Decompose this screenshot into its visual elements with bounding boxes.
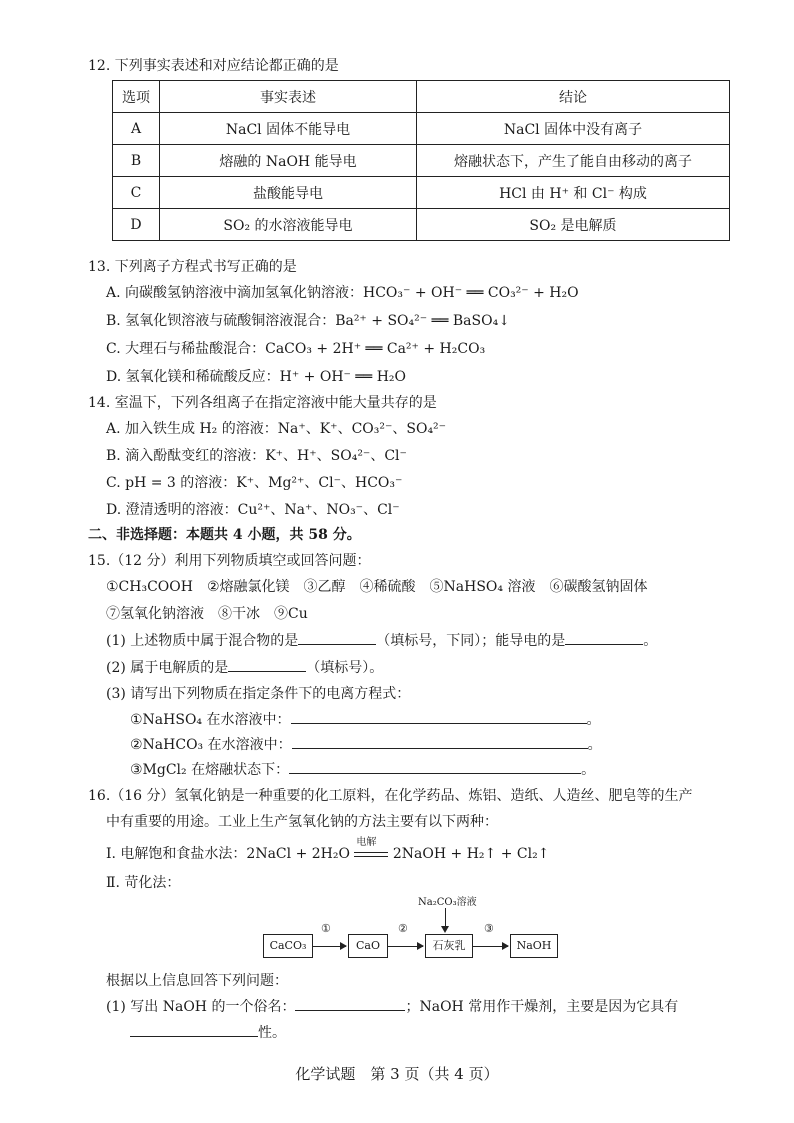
answer-blank[interactable] — [292, 734, 588, 749]
step-3-label: ③ — [484, 922, 494, 935]
table-row — [113, 177, 730, 209]
q16-part-1 — [106, 996, 678, 1016]
q15-part-2-text: (2) 属于电解质的是 — [106, 660, 229, 676]
q15-part-2 — [106, 657, 383, 677]
q15-item-1-end: 。 — [586, 712, 601, 728]
flow-box-cao: CaO — [348, 934, 388, 958]
q16-part-1-end: 性。 — [258, 1025, 286, 1041]
flow-arrow-1 — [312, 946, 346, 947]
table-cell: NaCl 固体中没有离子 — [417, 113, 730, 145]
answer-blank[interactable] — [291, 709, 587, 724]
q15-item-1-text: ①NaHSO₄ 在水溶液中： — [130, 712, 291, 728]
q13-stem: 13. 下列离子方程式书写正确的是 — [88, 259, 297, 275]
q12-stem: 12. 下列事实表述和对应结论都正确的是 — [88, 58, 339, 74]
flow-arrow-2 — [387, 946, 423, 947]
table-cell: SO₂ 是电解质 — [417, 209, 730, 241]
reagent-label: Na₂CO₃溶液 — [418, 897, 477, 908]
table-row — [113, 113, 730, 145]
flow-box-naoh: NaOH — [510, 934, 558, 958]
q15-item-2-text: ②NaHCO₃ 在水溶液中： — [130, 737, 292, 753]
table-cell: SO₂ 的水溶液能导电 — [160, 209, 417, 241]
flow-box-lime-milk: 石灰乳 — [425, 934, 473, 958]
q16-stem-line-2: 中有重要的用途。工业上生产氢氧化钠的方法主要有以下两种： — [106, 814, 498, 830]
q15-item-2 — [130, 734, 602, 754]
table-cell: 熔融状态下，产生了能自由移动的离子 — [417, 145, 730, 177]
q14-stem: 14. 室温下，下列各组离子在指定溶液中能大量共存的是 — [88, 395, 437, 411]
reagent-arrowhead — [441, 926, 449, 933]
q15-part-1 — [106, 630, 657, 650]
double-line — [354, 852, 388, 857]
step-1-label: ① — [321, 922, 331, 935]
q14-option-b: B. 滴入酚酞变红的溶液：K⁺、H⁺、SO₄²⁻、Cl⁻ — [106, 448, 407, 464]
table-cell: 熔融的 NaOH 能导电 — [160, 145, 417, 177]
q16-stem-line-1: 16.（16 分）氢氧化钠是一种重要的化工原料，在化学药品、炼铝、造纸、人造丝、肥皂等的生产 — [88, 788, 693, 804]
q15-item-3 — [130, 759, 595, 779]
q15-item-2-end: 。 — [587, 737, 602, 753]
electrolysis-equals — [354, 837, 388, 862]
answer-blank[interactable] — [130, 1022, 258, 1037]
table-cell: 盐酸能导电 — [160, 177, 417, 209]
q15-part-2-text-2: （填标号）。 — [306, 660, 384, 676]
q15-item-3-end: 。 — [581, 762, 596, 778]
table-row — [113, 145, 730, 177]
table-cell: B — [113, 145, 160, 177]
answer-blank[interactable] — [565, 630, 643, 645]
q15-part-1-end: 。 — [643, 633, 658, 649]
q13-option-d: D. 氢氧化镁和稀硫酸反应：H⁺ + OH⁻ ══ H₂O — [106, 369, 406, 385]
q15-substance-list-1: ①CH₃COOH ②熔融氯化镁 ③乙醇 ④稀硫酸 ⑤NaHSO₄ 溶液 ⑥碳酸氢钠固体 — [106, 579, 648, 595]
q15-part-3: (3) 请写出下列物质在指定条件下的电离方程式： — [106, 686, 411, 702]
table-header-fact: 事实表述 — [160, 81, 417, 113]
answer-blank[interactable] — [289, 759, 581, 774]
q16-method-2: Ⅱ. 苛化法： — [106, 875, 181, 891]
table-cell: HCl 由 H⁺ 和 Cl⁻ 构成 — [417, 177, 730, 209]
q16-part-1-text-2: ；NaOH 常用作干燥剂，主要是因为它具有 — [405, 999, 679, 1015]
q15-part-1-text-2: （填标号，下同）；能导电的是 — [376, 633, 566, 649]
table-cell: D — [113, 209, 160, 241]
q13-option-a: A. 向碳酸氢钠溶液中滴加氢氧化钠溶液：HCO₃⁻ + OH⁻ ══ CO₃²⁻ + H₂O — [106, 285, 579, 301]
q15-part-1-text: (1) 上述物质中属于混合物的是 — [106, 633, 299, 649]
table-header-option: 选项 — [113, 81, 160, 113]
q14-option-d: D. 澄清透明的溶液：Cu²⁺、Na⁺、NO₃⁻、Cl⁻ — [106, 502, 400, 518]
table-cell: NaCl 固体不能导电 — [160, 113, 417, 145]
q16-method-1-left: Ⅰ. 电解饱和食盐水法：2NaCl + 2H₂O — [106, 846, 355, 862]
q16-part-1-line-2 — [130, 1022, 286, 1042]
q15-item-1 — [130, 709, 601, 729]
q14-option-a: A. 加入铁生成 H₂ 的溶液：Na⁺、K⁺、CO₃²⁻、SO₄²⁻ — [106, 421, 447, 437]
step-2-label: ② — [398, 922, 408, 935]
table-header-conclusion: 结论 — [417, 81, 730, 113]
electrolysis-condition: 电解 — [356, 837, 377, 848]
table-row — [113, 209, 730, 241]
answer-blank[interactable] — [298, 630, 376, 645]
q15-substance-list-2: ⑦氢氧化钠溶液 ⑧干冰 ⑨Cu — [106, 606, 308, 622]
q16-part-1-text: (1) 写出 NaOH 的一个俗名： — [106, 999, 296, 1015]
q15-item-3-text: ③MgCl₂ 在熔融状态下： — [130, 762, 290, 778]
q15-stem: 15.（12 分）利用下列物质填空或回答问题： — [88, 553, 371, 569]
q16-method-1-right: 2NaOH + H₂↑ + Cl₂↑ — [388, 846, 550, 862]
answer-blank[interactable] — [228, 657, 306, 672]
answer-blank[interactable] — [295, 996, 405, 1011]
q16-method-1 — [106, 837, 550, 863]
q12-table — [112, 80, 730, 241]
flow-box-caco3: CaCO₃ — [263, 934, 313, 958]
q16-lead: 根据以上信息回答下列问题： — [106, 973, 288, 989]
section-heading: 二、非选择题：本题共 4 小题，共 58 分。 — [88, 527, 361, 543]
table-cell: C — [113, 177, 160, 209]
page-footer: 化学试题 第 3 页（共 4 页） — [295, 1065, 499, 1083]
table-cell: A — [113, 113, 160, 145]
flow-arrow-3 — [472, 946, 508, 947]
q13-option-b: B. 氢氧化钡溶液与硫酸铜溶液混合：Ba²⁺ + SO₄²⁻ ══ BaSO₄↓ — [106, 313, 510, 329]
q13-option-c: C. 大理石与稀盐酸混合：CaCO₃ + 2H⁺ ══ Ca²⁺ + H₂CO₃ — [106, 341, 486, 357]
q14-option-c: C. pH = 3 的溶液：K⁺、Mg²⁺、Cl⁻、HCO₃⁻ — [106, 475, 403, 491]
